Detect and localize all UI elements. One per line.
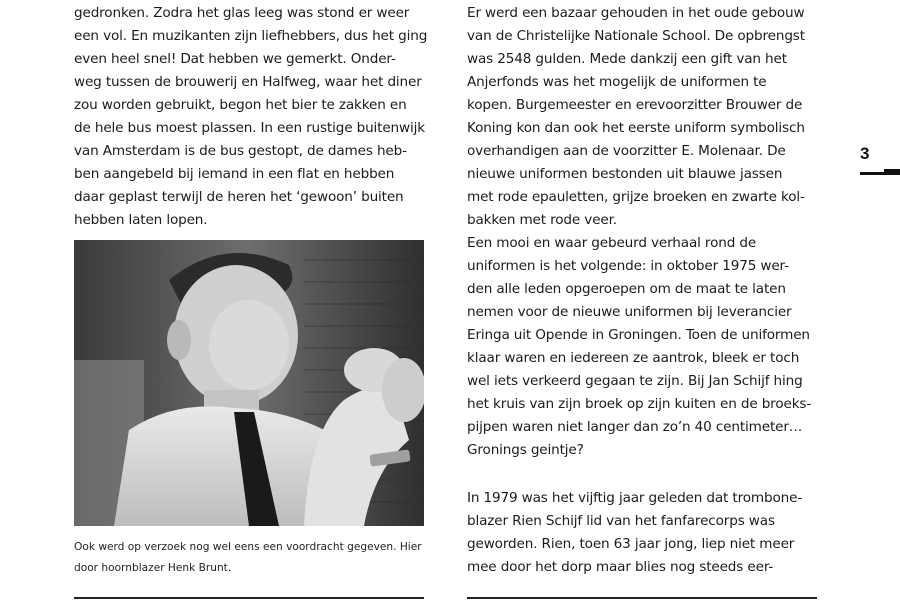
text-line: was 2548 gulden. Mede dankzij een gift van het — [467, 51, 787, 67]
text-line: van Amsterdam is de bus gestopt, de dames heb- — [74, 143, 407, 159]
text-line: gedronken. Zodra het glas leeg was stond er weer — [74, 5, 410, 21]
photo-henk-brunt — [74, 240, 424, 526]
text-line: ben aangebeld bij iemand in een flat en hebben — [74, 166, 395, 182]
text-line: even heel snel! Dat hebben we gemerkt. Onder- — [74, 51, 396, 67]
text-line: Er werd een bazaar gehouden in het oude gebouw — [467, 5, 805, 21]
text-line: wel iets verkeerd gegaan te zijn. Bij Jan Schijf hing — [467, 373, 803, 389]
text-line: klaar waren en iedereen ze aantrok, bleek er toch — [467, 350, 800, 366]
left-column-text — [74, 2, 434, 232]
text-line: Een mooi en waar gebeurd verhaal rond de — [467, 235, 757, 251]
caption-line: Ook werd op verzoek nog wel eens een voordracht gegeven. Hier — [74, 541, 422, 553]
text-line: bakken met rode veer. — [467, 212, 617, 228]
right-column-text-2 — [467, 487, 847, 579]
text-line: geworden. Rien, toen 63 jaar jong, liep niet meer — [467, 536, 795, 552]
text-line: nieuwe uniformen bestonden uit blauwe jassen — [467, 166, 783, 182]
text-line: een vol. En muzikanten zijn liefhebbers, dus het ging — [74, 28, 428, 44]
text-line: den alle leden opgeroepen om de maat te laten — [467, 281, 786, 297]
text-line: overhandigen aan de voorzitter E. Molenaar. De — [467, 143, 786, 159]
text-line: uniformen is het volgende: in oktober 1975 wer- — [467, 258, 789, 274]
text-line: nemen voor de nieuwe uniformen bij leverancier — [467, 304, 792, 320]
right-bottom-rule — [467, 597, 817, 599]
right-column-text — [467, 2, 847, 462]
text-line: daar geplast terwijl de heren het ‘gewoon’ buiten — [74, 189, 404, 205]
text-line: kopen. Burgemeester en erevoorzitter Brouwer de — [467, 97, 803, 113]
text-line: weg tussen de brouwerij en Halfweg, waar het diner — [74, 74, 422, 90]
caption-line: door hoornblazer Henk Brunt. — [74, 562, 232, 574]
text-line: zou worden gebruikt, begon het bier te zakken en — [74, 97, 407, 113]
photo-illustration — [74, 240, 424, 526]
text-line: mee door het dorp maar blies nog steeds eer- — [467, 559, 774, 575]
text-line: van de Christelijke Nationale School. De opbrengst — [467, 28, 805, 44]
photo-caption — [74, 537, 434, 579]
text-line: pijpen waren niet langer dan zo’n 40 centimeter… — [467, 419, 803, 435]
text-line: blazer Rien Schijf lid van het fanfarecorps was — [467, 513, 775, 529]
text-line: Koning kon dan ook het eerste uniform symbolisch — [467, 120, 805, 136]
text-line: Anjerfonds was het mogelijk de uniformen te — [467, 74, 767, 90]
text-line: het kruis van zijn broek op zijn kuiten en de broeks- — [467, 396, 812, 412]
text-line: Gronings geintje? — [467, 442, 584, 458]
left-bottom-rule — [74, 597, 424, 599]
text-line: In 1979 was het vijftig jaar geleden dat trombone- — [467, 490, 803, 506]
text-line: met rode epauletten, grijze broeken en zwarte kol- — [467, 189, 805, 205]
page-number: 3 — [860, 144, 870, 163]
text-line: de hele bus moest plassen. In een rustige buitenwijk — [74, 120, 425, 136]
text-line: hebben laten lopen. — [74, 212, 208, 228]
page-number-tab — [884, 169, 900, 175]
text-line: Eringa uit Opende in Groningen. Toen de uniformen — [467, 327, 810, 343]
